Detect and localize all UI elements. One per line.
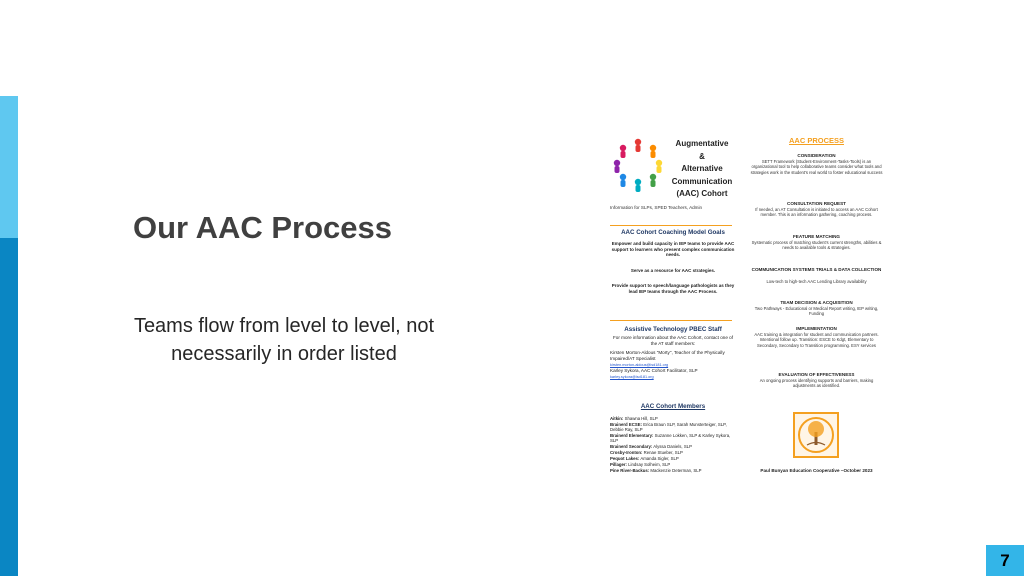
process-step-text: Low-tech to high-tech AAC Lending Library availability xyxy=(766,279,867,284)
page-number-badge: 7 xyxy=(986,545,1024,576)
member-row xyxy=(610,456,738,461)
flyer-brand-title xyxy=(666,138,738,201)
member-names: Amanda Sigler, SLP xyxy=(640,456,679,461)
cooperative-seal-icon xyxy=(793,412,839,458)
member-names: Renae Stueber, SLP xyxy=(643,450,683,455)
process-step-heading: TEAM DECISION & ACQUISITION xyxy=(780,300,853,305)
member-school: Pine River-Backus: xyxy=(610,468,650,473)
process-step-heading: EVALUATION OF EFFECTIVENESS xyxy=(778,372,855,377)
flyer-left-column xyxy=(606,128,739,490)
aac-flyer-image xyxy=(606,128,884,490)
member-row xyxy=(610,444,738,449)
member-school: Crosby-Ironton: xyxy=(610,450,643,455)
accent-bar-light xyxy=(0,96,18,238)
members-title: AAC Cohort Members xyxy=(640,403,706,410)
process-step-heading: COMMUNICATION SYSTEMS TRIALS & DATA COLLECTION xyxy=(751,267,882,272)
brand-line: Alternative xyxy=(681,164,723,173)
member-row xyxy=(610,416,738,421)
process-step-heading: FEATURE MATCHING xyxy=(792,234,841,239)
member-school: Brainerd Elementary: xyxy=(610,433,654,438)
member-names: Suzanne Lokken, SLP & Karley Sykora, SLP xyxy=(610,433,731,444)
process-step-text: AAC training & integration for student and communication partners. Intentional follow up. Transition: ESCE to Kdgt, Elementary to Secondary, Secondary to Transition programming. ESY services xyxy=(754,332,879,348)
member-row xyxy=(610,422,738,433)
goal-item: Serve as a resource for AAC strategies. xyxy=(630,268,716,273)
staff-title: Assistive Technology PBEC Staff xyxy=(624,326,722,333)
member-school: Brainerd ECSE: xyxy=(610,422,642,427)
organization-footer: Paul Bunyan Education Cooperative ~October 2023 xyxy=(760,468,873,473)
member-names: Shawna Hill, SLP xyxy=(624,416,658,421)
process-step-text: SETT Framework (Student-Environment-Tasks-Tools) is an organizational tool to help collaborative teams consider what tools and strategies work in the student's real world to foster educational success xyxy=(750,159,883,175)
people-circle-logo-icon xyxy=(610,134,666,194)
brand-line: (AAC) Cohort xyxy=(676,189,728,198)
member-school: Pillager: xyxy=(610,462,627,467)
member-names: Erica Braun SLP, Sarah Munsterteiger, SLP, Debbie Ray, SLP xyxy=(610,422,727,433)
process-title: AAC PROCESS xyxy=(788,136,844,145)
staff-email-2[interactable]: karley.sykora@isd181.org xyxy=(610,375,654,379)
process-step-heading: IMPLEMENTATION xyxy=(796,326,837,331)
flyer-right-column xyxy=(749,128,884,490)
goal-item: Empower and build capacity in IEP teams to provide AAC support to learners who present complex communication needs. xyxy=(611,241,735,258)
divider xyxy=(610,225,732,226)
brand-line: Augmentative xyxy=(675,139,729,148)
slide-subtitle: Teams flow from level to level, not necessarily in order listed xyxy=(133,315,435,365)
member-row xyxy=(610,462,738,467)
member-school: Pequot Lakes: xyxy=(610,456,640,461)
process-step-text: If needed, an AT Consultation is initiated to access an AAC Cohort member. This is an information gathering, coaching process. xyxy=(755,207,878,218)
divider xyxy=(610,320,732,321)
member-row xyxy=(610,433,738,444)
staff-person-2: Karley Sykora, AAC Cohort Facilitator, SLP xyxy=(610,368,698,373)
flyer-info-line: Information for SLPs, SPED Teachers, Admin xyxy=(610,205,703,210)
goal-item: Provide support to speech/language pathologists as they lead IEP teams through the AAC Process. xyxy=(611,283,735,294)
member-names: Mackenzie Determan, SLP xyxy=(650,468,702,473)
slide-title: Our AAC Process xyxy=(133,210,392,245)
member-names: Alyssa Daniels, SLP xyxy=(653,444,692,449)
process-step-text: Systematic process of matching student's current strengths, abilities & needs to available tools & strategies. xyxy=(751,240,882,251)
member-school: Aitkin: xyxy=(610,416,624,421)
goals-title: AAC Cohort Coaching Model Goals xyxy=(621,229,725,236)
staff-person-1: Kirsten Morton-Aldous "Morty", Teacher of the Physically Impaired/AT Specialist xyxy=(610,350,725,361)
member-school: Brainerd Secondary: xyxy=(610,444,653,449)
member-row xyxy=(610,468,738,473)
accent-bar-dark xyxy=(0,238,18,576)
member-row xyxy=(610,450,738,455)
process-step-heading: CONSULTATION REQUEST xyxy=(787,201,846,206)
brand-line: & xyxy=(699,151,705,161)
process-step-heading: CONSIDERATION xyxy=(797,153,836,158)
staff-intro: For more information about the AAC Cohort, contact one of the AT staff members: xyxy=(612,335,733,346)
brand-line: Communication xyxy=(671,176,733,186)
process-step-text: Two Pathways - Educational or Medical Report writing, IEP writing, Funding xyxy=(754,306,879,317)
staff-email-1[interactable]: kirsten.morton-aldous@isd181.org xyxy=(610,363,669,367)
member-names: Lindsay Solheim, SLP xyxy=(628,462,671,467)
process-step-text: An ongoing process identifying supports and barriers, making adjustments as identified. xyxy=(759,378,874,389)
